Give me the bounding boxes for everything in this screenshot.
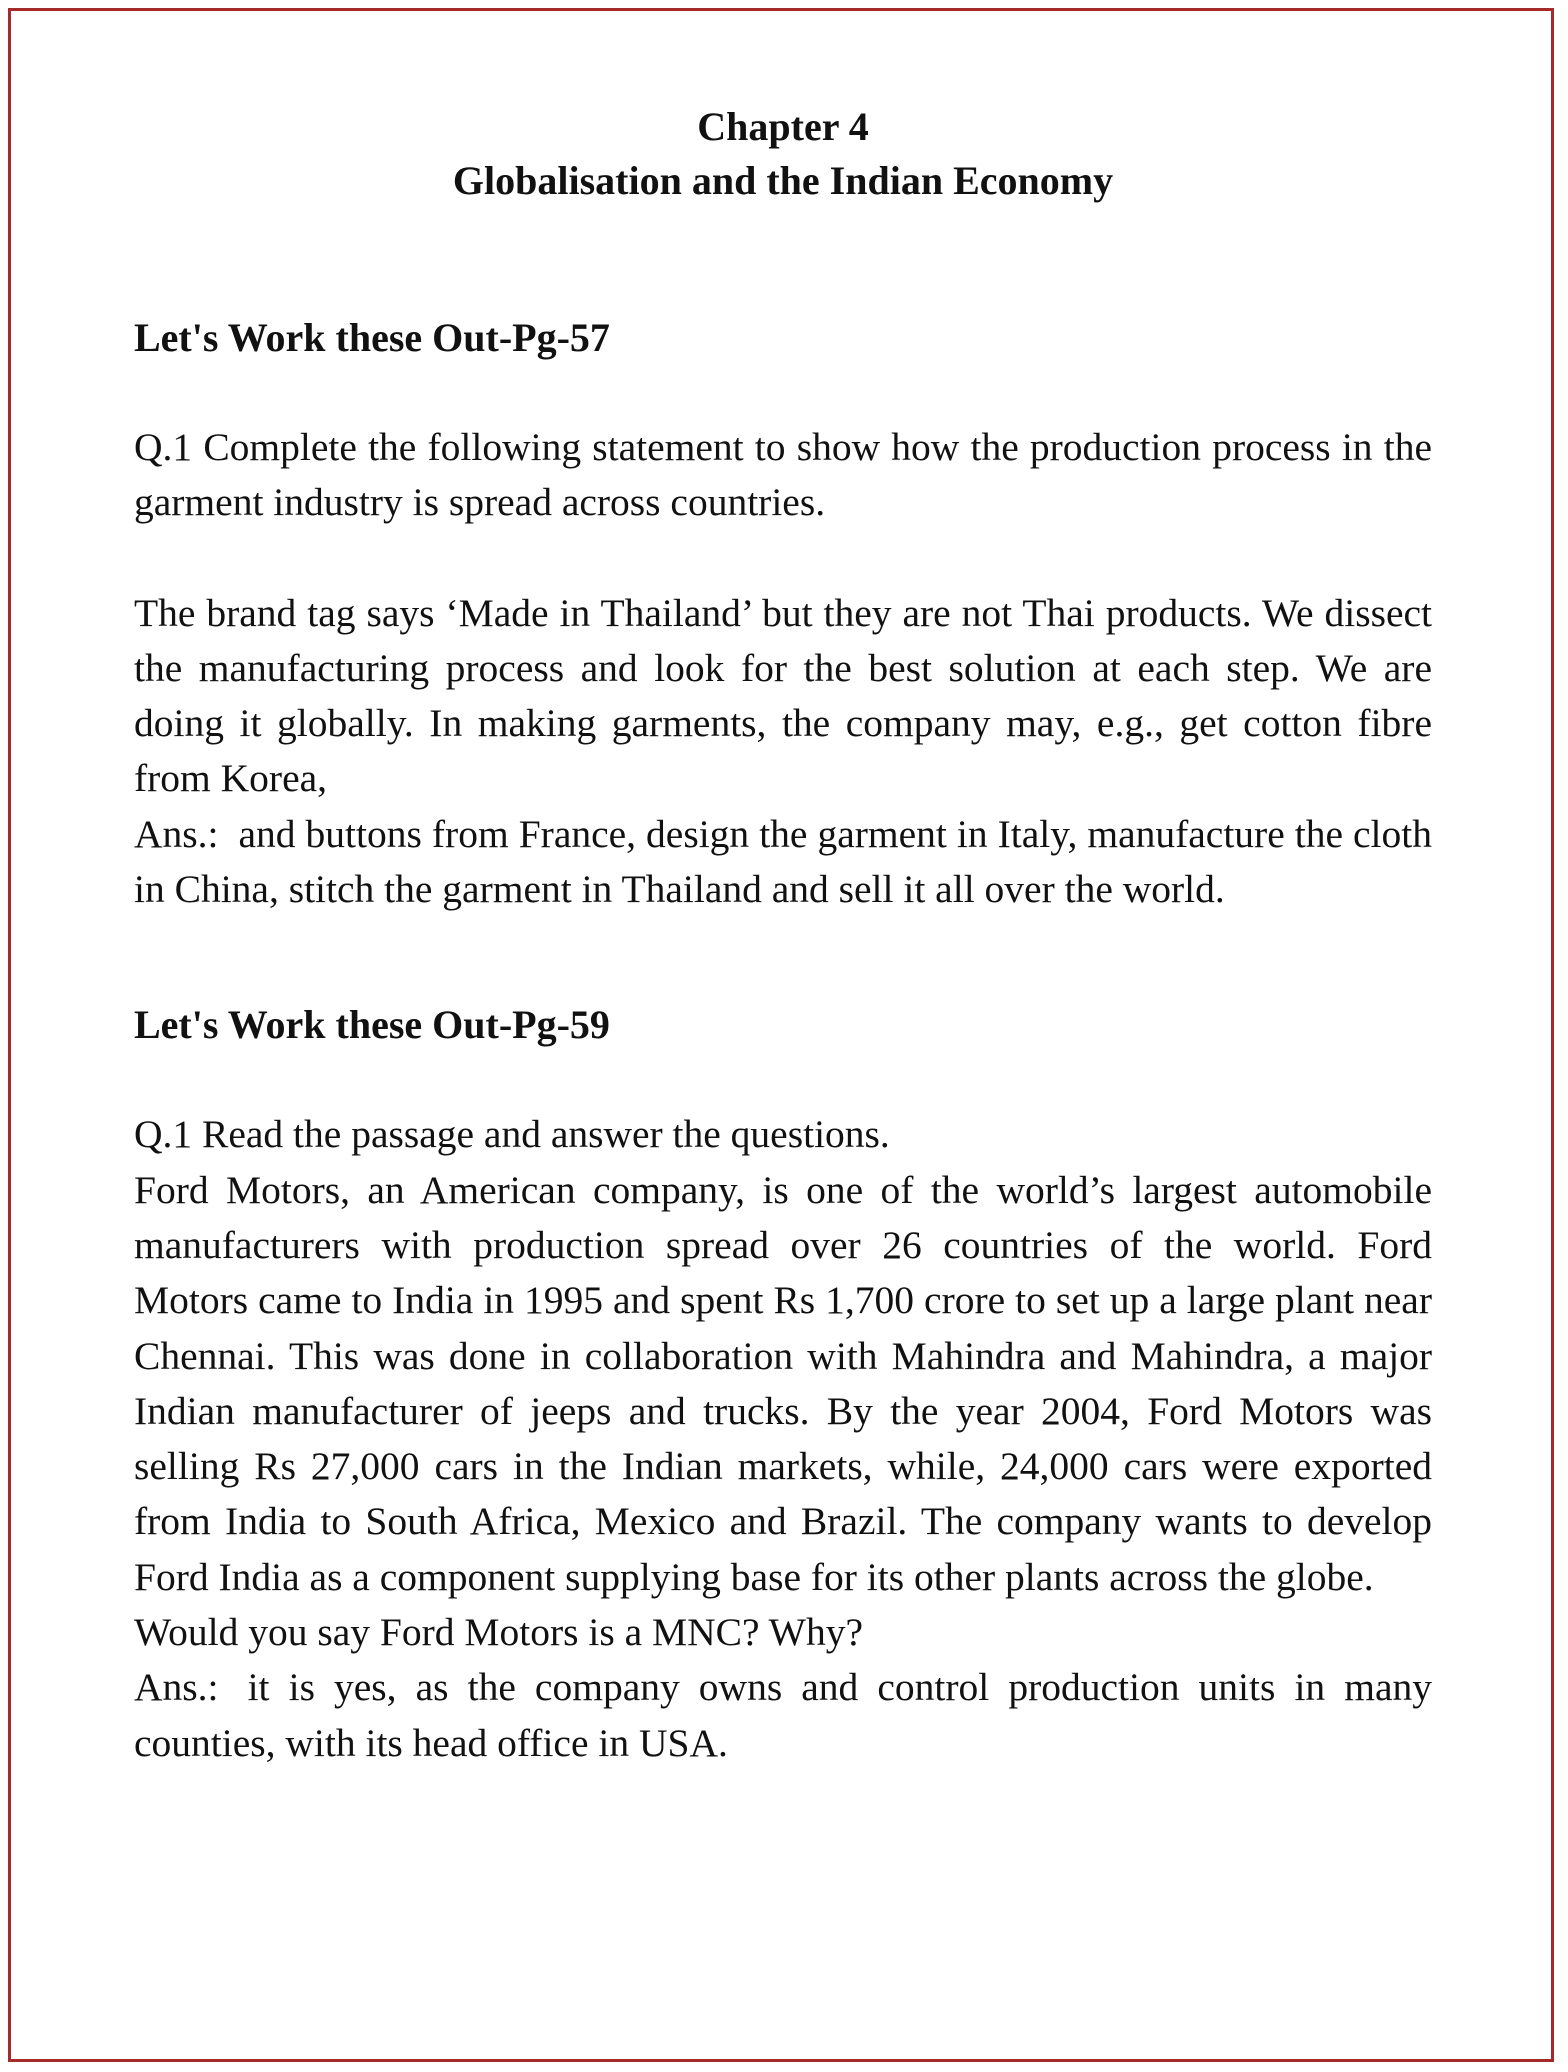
chapter-number: Chapter 4 xyxy=(697,104,869,149)
answer-text: it is yes, as the company owns and control production units in many counties, with its head office in USA. xyxy=(134,1665,1432,1765)
sub-question-mnc: Would you say Ford Motors is a MNC? Why? xyxy=(134,1610,863,1655)
answer-pg59 xyxy=(134,1660,1432,1771)
answer-label: Ans.: xyxy=(134,811,219,856)
answer-text: and buttons from France, design the garment in Italy, manufacture the cloth in China, stitch the garment in Thailand and sell it all over the world. xyxy=(134,811,1432,912)
passage-ford-motors: Ford Motors, an American company, is one of the world’s largest automobile manufacturers with production spread over 26 countries of the world. Ford Motors came to India in 1995 and spent Rs 1,700 crore to set up a large plant near Chennai. This was done in collaboration with Mahindra and Mahindra, a major Indian manufacturer of jeeps and trucks. By the year 2004, Ford Motors was selling Rs 27,000 cars in the Indian markets, while, 24,000 cars were exported from India to South Africa, Mexico and Brazil. The company wants to develop Ford India as a component supplying base for its other plants across the globe. xyxy=(134,1167,1432,1599)
section-heading-pg57: Let's Work these Out-Pg-57 xyxy=(134,315,610,360)
answer-label: Ans.: xyxy=(134,1665,219,1710)
chapter-title: Globalisation and the Indian Economy xyxy=(452,158,1114,203)
section-heading-pg59: Let's Work these Out-Pg-59 xyxy=(134,1002,610,1048)
question-1-pg59: Q.1 Read the passage and answer the questions. xyxy=(134,1112,890,1157)
document-content xyxy=(134,100,1432,1771)
statement-pg57: The brand tag says ‘Made in Thailand’ but they are not Thai products. We dissect the manufacturing process and look for the best solution at each step. We are doing it globally. In making garments, the company may, e.g., get cotton fibre from Korea, xyxy=(134,590,1432,801)
answer-pg57 xyxy=(134,807,1432,918)
question-1-pg57: Q.1 Complete the following statement to show how the production process in the garment industry is spread across countries. xyxy=(134,425,1432,525)
